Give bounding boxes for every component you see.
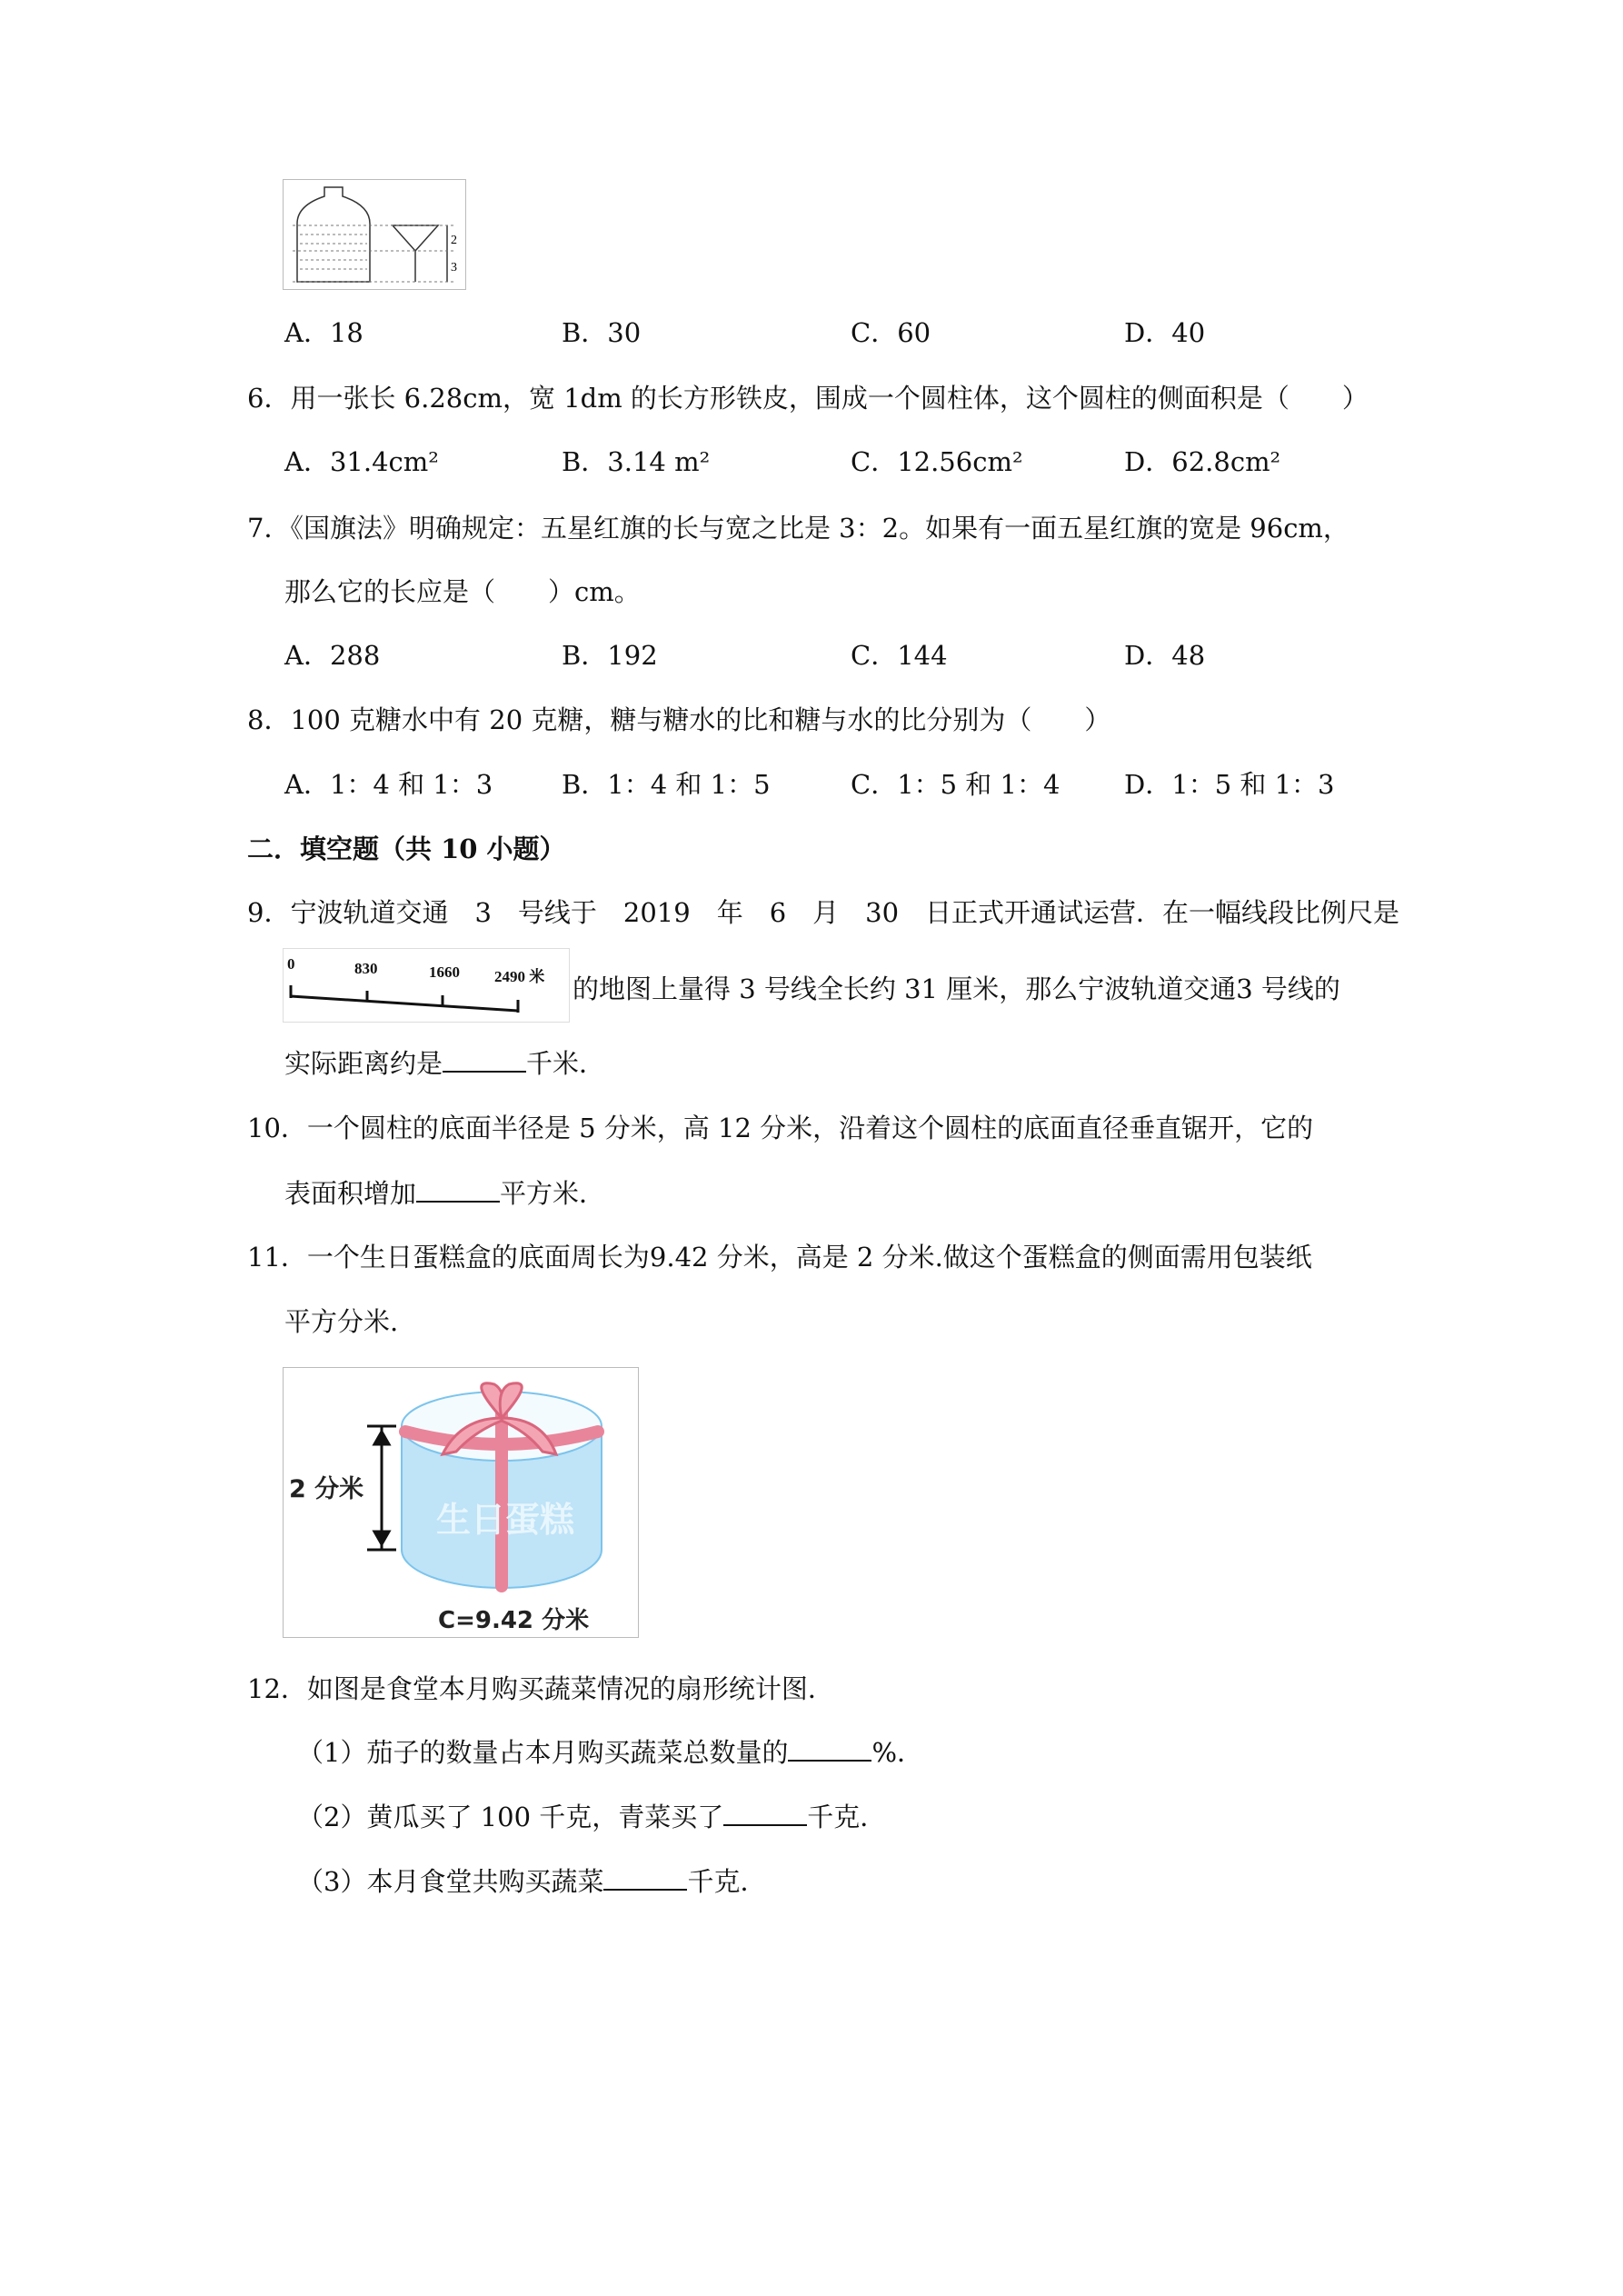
q10-question-line1: 10．一个圆柱的底面半径是 5 分米，高 12 分米，沿着这个圆柱的底面直径垂直锯开，它的 [247, 1113, 1314, 1143]
scale-label-2490: 2490 米 [494, 968, 545, 985]
q12-sub3-blank[interactable] [603, 1865, 687, 1891]
q9-question-line3 [284, 1045, 605, 1082]
q12-sub2-blank[interactable] [723, 1801, 807, 1826]
q12-sub1-suffix: %． [871, 1737, 924, 1768]
q8-question: 8．100 克糖水中有 20 克糖，糖与糖水的比和糖与水的比分别为（ ） [247, 704, 1111, 735]
q6-option-a[interactable]: A．31.4cm² [284, 446, 439, 477]
height-label: 2 分米 [289, 1475, 364, 1503]
q12-sub1 [297, 1734, 923, 1771]
q7-option-d[interactable]: D．48 [1124, 640, 1206, 671]
q8-option-a[interactable]: A．1：4 和 1：3 [284, 769, 493, 800]
q12-sub1-prefix: （1）茄子的数量占本月购买蔬菜总数量的 [297, 1737, 789, 1768]
q8-option-d[interactable]: D．1：5 和 1：3 [1124, 769, 1335, 800]
q7-question-line2: 那么它的长应是（ ）cm。 [284, 576, 641, 607]
q6-option-c[interactable]: C．12.56cm² [851, 446, 1023, 477]
q5-option-b[interactable]: B．30 [562, 317, 642, 348]
q9-line3-suffix: 千米． [526, 1048, 606, 1079]
q11-question-line2: 平方分米. [284, 1306, 399, 1337]
q9-question-line2: 的地图上量得 3 号线全长约 31 厘米，那么宁波轨道交通3 号线的 [573, 973, 1340, 1004]
q9-question-line1: 9．宁波轨道交通 3 号线于 2019 年 6 月 30 日正式开通试运营．在一幅线段比例尺是 [247, 897, 1400, 928]
section-heading: 二．填空题（共 10 小题） [247, 834, 566, 864]
q12-sub2-prefix: （2）黄瓜买了 100 千克，青菜买了 [297, 1802, 724, 1832]
scale-bar-svg [284, 949, 569, 1022]
scale-label-0: 0 [287, 955, 295, 973]
q11-question-line1: 11．一个生日蛋糕盒的底面周长为9.42 分米，高是 2 分米.做这个蛋糕盒的侧面需用包装纸 [247, 1242, 1312, 1273]
q10-question-line2 [284, 1175, 605, 1212]
q6-option-d[interactable]: D．62.8cm² [1124, 446, 1281, 477]
q12-sub2-suffix: 千克． [807, 1802, 887, 1832]
scale-label-1660: 1660 [429, 963, 460, 981]
q12-sub3-suffix: 千克． [687, 1866, 767, 1897]
q10-line2-suffix: 平方米． [500, 1178, 606, 1209]
q9-line3-prefix: 实际距离约是 [284, 1048, 443, 1079]
q5-option-c[interactable]: C．60 [851, 317, 931, 348]
q7-question-line1: 7．《国旗法》明确规定：五星红旗的长与宽之比是 3：2。如果有一面五星红旗的宽是 96cm， [247, 513, 1349, 544]
bottle-cone-svg [284, 180, 465, 289]
bottle-and-cone-figure [283, 179, 466, 290]
q7-option-b[interactable]: B．192 [562, 640, 658, 671]
q12-sub2 [297, 1799, 886, 1835]
scale-bar-figure [283, 948, 570, 1023]
cake-box-figure [283, 1367, 639, 1638]
cake-box-svg [284, 1368, 638, 1637]
water-height-label: 3 [451, 261, 457, 275]
q6-question: 6．用一张长 6.28cm，宽 1dm 的长方形铁皮，围成一个圆柱体，这个圆柱的侧面积是（ ） [247, 383, 1369, 414]
q10-answer-blank[interactable] [416, 1177, 500, 1203]
q5-option-a[interactable]: A．18 [284, 317, 363, 348]
scale-label-830: 830 [354, 960, 378, 977]
q12-sub3 [297, 1863, 766, 1900]
q12-question: 12．如图是食堂本月购买蔬菜情况的扇形统计图． [247, 1673, 834, 1704]
cone-height-label: 2 [451, 234, 457, 247]
q9-answer-blank[interactable] [443, 1047, 526, 1073]
q12-sub1-blank[interactable] [788, 1736, 871, 1762]
q7-option-c[interactable]: C．144 [851, 640, 948, 671]
cake-box-text: 生日蛋糕 [436, 1500, 575, 1540]
q7-option-a[interactable]: A．288 [284, 640, 381, 671]
q5-option-d[interactable]: D．40 [1124, 317, 1206, 348]
circumference-label: C=9.42 分米 [438, 1607, 590, 1634]
q12-sub3-prefix: （3）本月食堂共购买蔬菜 [297, 1866, 604, 1897]
q8-option-c[interactable]: C．1：5 和 1：4 [851, 769, 1060, 800]
q6-option-b[interactable]: B．3.14 m² [562, 446, 711, 477]
q10-line2-prefix: 表面积增加 [284, 1178, 417, 1209]
q8-option-b[interactable]: B．1：4 和 1：5 [562, 769, 771, 800]
